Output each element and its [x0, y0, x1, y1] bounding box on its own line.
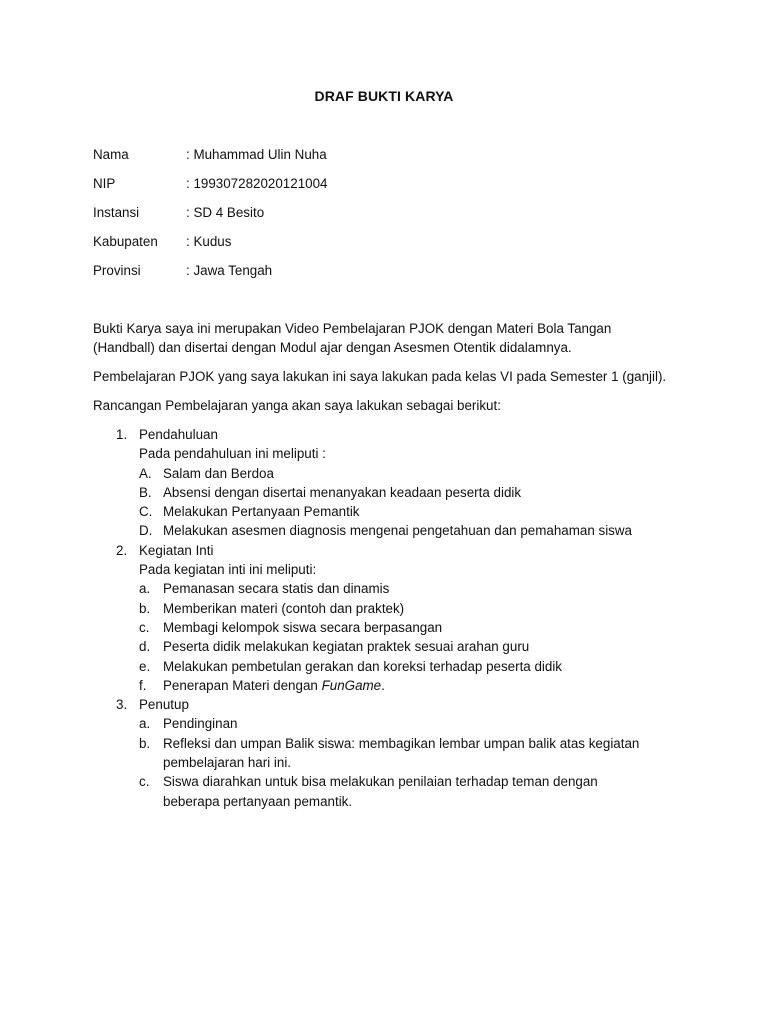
info-value: : SD 4 Besito: [186, 205, 265, 220]
list-text: Salam dan Berdoa: [163, 465, 274, 481]
list-text: Absensi dengan disertai menanyakan keadaan peserta didik: [163, 484, 522, 500]
list-marker: a.: [139, 581, 151, 597]
info-label: Provinsi: [93, 263, 141, 278]
list-item-continuation: [93, 792, 693, 811]
paragraph-line: Pembelajaran PJOK yang saya lakukan ini saya lakukan pada kelas VI pada Semester 1 (ganjil).: [93, 369, 667, 384]
paragraph-intro: [93, 319, 683, 358]
list-text-suffix: .: [381, 677, 385, 693]
identity-table: [93, 146, 328, 291]
list-marker: A.: [139, 465, 152, 481]
list-marker: c.: [139, 619, 150, 635]
list-marker: D.: [139, 523, 153, 539]
list-text: Melakukan Pertanyaan Pemantik: [163, 504, 360, 520]
info-value: : Muhammad Ulin Nuha: [186, 147, 327, 162]
list-text-main: Penerapan Materi dengan: [163, 677, 322, 693]
info-label: Kabupaten: [93, 234, 158, 249]
info-row-kabupaten: [93, 233, 328, 262]
list-marker: c.: [139, 774, 150, 790]
info-row-provinsi: [93, 262, 328, 291]
list-marker: e.: [139, 658, 151, 674]
list-text: Melakukan pembetulan gerakan dan koreksi terhadap peserta didik: [163, 658, 562, 674]
list-item: [93, 502, 693, 521]
paragraph-class-info: [93, 367, 683, 386]
section-title: Penutup: [139, 697, 189, 713]
list-marker: b.: [139, 600, 151, 616]
list-marker: d.: [139, 639, 151, 655]
paragraph-line: Bukti Karya saya ini merupakan Video Pembelajaran PJOK dengan Materi Bola Tangan: [93, 321, 612, 336]
info-row-instansi: [93, 204, 328, 233]
document-title: DRAF BUKTI KARYA: [314, 88, 454, 104]
list-text: Memberikan materi (contoh dan praktek): [163, 600, 405, 616]
paragraph-plan-intro: [93, 396, 683, 415]
paragraph-line: Rancangan Pembelajaran yanga akan saya lakukan sebagai berikut:: [93, 398, 501, 413]
info-value: : 199307282020121004: [186, 176, 328, 191]
info-label: Nama: [93, 147, 129, 162]
list-item: [93, 599, 693, 618]
list-marker: f.: [139, 677, 147, 693]
list-item: [93, 637, 693, 656]
paragraph-line: (Handball) dan disertai dengan Modul ajar dengan Asesmen Otentik didalamnya.: [93, 340, 572, 356]
list-text: Melakukan asesmen diagnosis mengenai pengetahuan dan pemahaman siswa: [163, 523, 632, 539]
list-text-emphasis: FunGame: [321, 677, 382, 693]
section-number: 2.: [116, 542, 128, 558]
list-text-line: pembelajaran hari ini.: [163, 755, 292, 771]
list-item: [93, 657, 693, 676]
section-number: 1.: [116, 427, 128, 442]
section-heading: [93, 425, 693, 444]
list-marker: b.: [139, 735, 151, 751]
list-text: Pemanasan secara statis dan dinamis: [163, 581, 390, 597]
list-item: [93, 676, 693, 695]
info-row-nama: [93, 146, 328, 175]
section-heading: [93, 541, 693, 560]
section-intro-text: Pada pendahuluan ini meliputi :: [139, 446, 326, 462]
list-marker: a.: [139, 716, 151, 732]
section-title: Kegiatan Inti: [139, 542, 214, 558]
list-item: [93, 618, 693, 637]
list-text-line: Siswa diarahkan untuk bisa melakukan penilaian terhadap teman dengan: [163, 774, 598, 790]
list-item: [93, 521, 693, 540]
list-item: [93, 734, 693, 753]
list-item: [93, 714, 693, 733]
list-text: [163, 676, 385, 695]
list-marker: C.: [139, 504, 153, 520]
list-item: [93, 483, 693, 502]
list-marker: B.: [139, 484, 152, 500]
section-intro-text: Pada kegiatan inti ini meliputi:: [139, 562, 317, 578]
list-item-continuation: [93, 753, 693, 772]
section-heading: [93, 695, 693, 714]
list-item: [93, 579, 693, 598]
section-intro: [93, 560, 693, 579]
section-intro: [93, 444, 693, 463]
list-text: Pendinginan: [163, 716, 238, 732]
info-label: NIP: [93, 176, 116, 191]
info-value: : Jawa Tengah: [186, 263, 273, 278]
list-item: [93, 464, 693, 483]
section-number: 3.: [116, 697, 128, 713]
section-title: Pendahuluan: [139, 427, 218, 442]
info-label: Instansi: [93, 205, 140, 220]
list-text-line: beberapa pertanyaan pemantik.: [163, 793, 353, 809]
info-row-nip: [93, 175, 328, 204]
list-text: Peserta didik melakukan kegiatan praktek sesuai arahan guru: [163, 639, 530, 655]
info-value: : Kudus: [186, 234, 232, 249]
lesson-outline: [93, 425, 693, 811]
list-item: [93, 772, 693, 791]
list-text: Membagi kelompok siswa secara berpasangan: [163, 619, 443, 635]
list-text-line: Refleksi dan umpan Balik siswa: membagikan lembar umpan balik atas kegiatan: [163, 735, 640, 751]
